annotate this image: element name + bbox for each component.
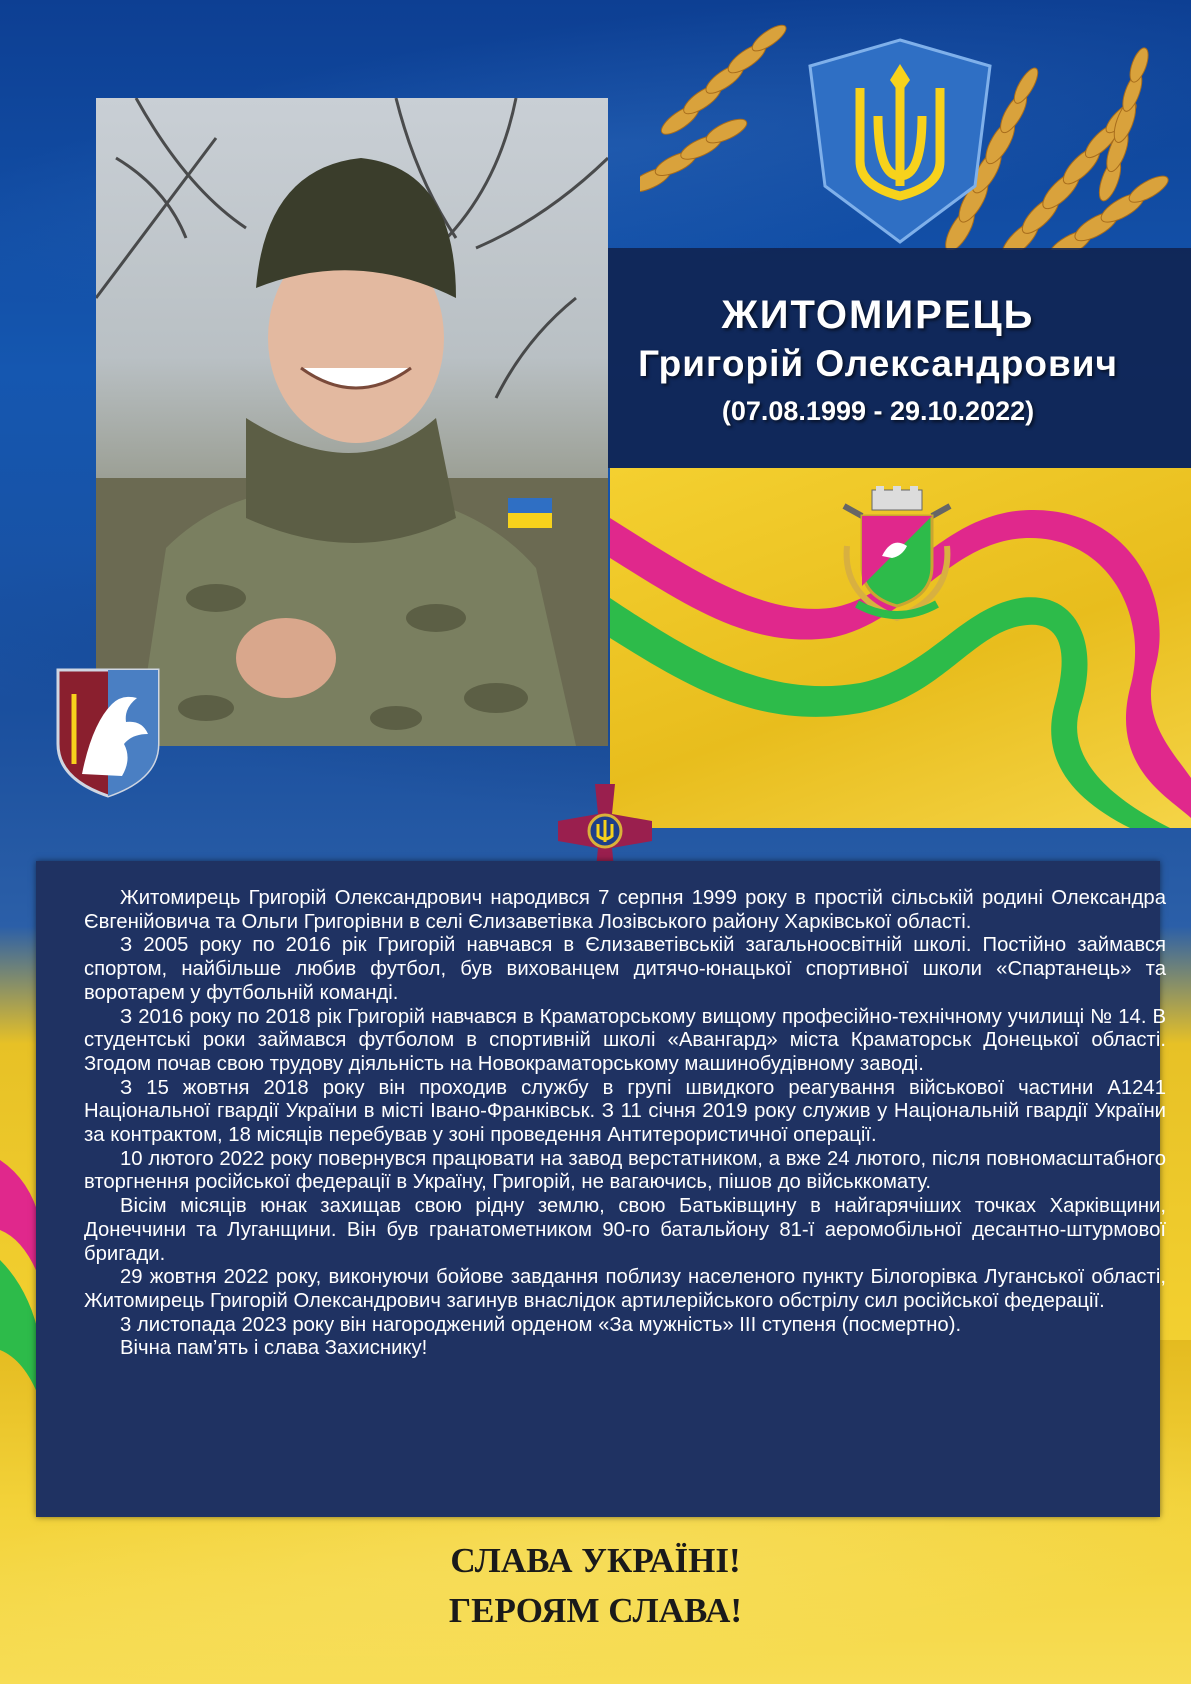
city-coat-of-arms-icon — [832, 486, 962, 626]
hero-name-block — [608, 290, 1148, 434]
brigade-shield-icon — [52, 664, 164, 799]
hero-given-names: Григорій Олександрович — [638, 343, 1118, 384]
biography-paragraph: З 2005 року по 2016 рік Григорій навчався в Єлизаветівській загальноосвітній школі. Постійно займався спортом, найбільше любив футбол, був вихованцем дитячо-юнацької спортивної школи «Спартанець» та воротарем у футбольній команді. — [84, 934, 1166, 1004]
portrait-illustration — [96, 98, 608, 746]
ribbon-edge-left — [0, 1140, 40, 1420]
biography-panel — [36, 861, 1166, 1517]
biography-paragraph: З 15 жовтня 2018 року він проходив службу в групі швидкого реагування військової частини А1241 Національної гвардії України в місті Івано-Франківськ. З 11 січня 2019 року служив у Національній гвардії України за контрактом, 18 місяців перебував у зоні проведення Антитерористичної операції. — [84, 1076, 1166, 1147]
ukraine-trident-icon — [800, 36, 1000, 246]
biography-paragraph: Вісім місяців юнак захищав свою рідну землю, свою Батьківщину в найгарячіших точках Харківщини, Донеччини та Луганщини. Він був гранатометником 90-го батальйону 81-ї аеромобільної десантно-штурмової бригади. — [84, 1195, 1166, 1265]
slogan-block — [0, 1536, 1191, 1636]
slogan-glory-ukraine: СЛАВА УКРАЇНІ! — [450, 1541, 741, 1580]
hero-life-dates: (07.08.1999 - 29.10.2022) — [721, 396, 1035, 426]
biography-paragraph: Вічна пам’ять і слава Захиснику! — [120, 1337, 428, 1360]
biography-paragraph: 29 жовтня 2022 року, виконуючи бойове завдання поблизу населеного пункту Білогорівка Луганської області, Житомирець Григорій Олександрович загинув внаслідок артилерійського обстрілу сил російської федерації. — [84, 1266, 1166, 1312]
biography-paragraph: 3 листопада 2023 року він нагороджений орденом «За мужність» ІІІ ступеня (посмертно). — [120, 1313, 962, 1336]
biography-text — [84, 887, 1166, 1361]
slogan-glory-heroes: ГЕРОЯМ СЛАВА! — [448, 1591, 743, 1630]
hero-surname: ЖИТОМИРЕЦЬ — [721, 293, 1035, 337]
hero-portrait-photo — [96, 98, 608, 746]
biography-paragraph: 10 лютого 2022 року повернувся працювати на завод верстатником, а вже 24 лютого, після повномасштабного вторгнення російської федерації в Україну, Григорій, не вагаючись, пішов до військкомату. — [84, 1147, 1166, 1194]
biography-paragraph: Житомирець Григорій Олександрович народився 7 серпня 1999 року в простій сільській родині Олександра Євгенійовича та Ольги Григорівни в селі Єлизаветівка Лозівського району Харківської області. — [84, 887, 1166, 933]
biography-paragraph: З 2016 року по 2018 рік Григорій навчався в Краматорському вищому професійно-технічному училищі № 14. В студентські роки займався футболом в спортивній школі «Авангард» міста Краматорськ Донецької області. Згодом почав свою трудову діяльність на Новокраматорському машинобудівному заводі. — [84, 1005, 1166, 1075]
